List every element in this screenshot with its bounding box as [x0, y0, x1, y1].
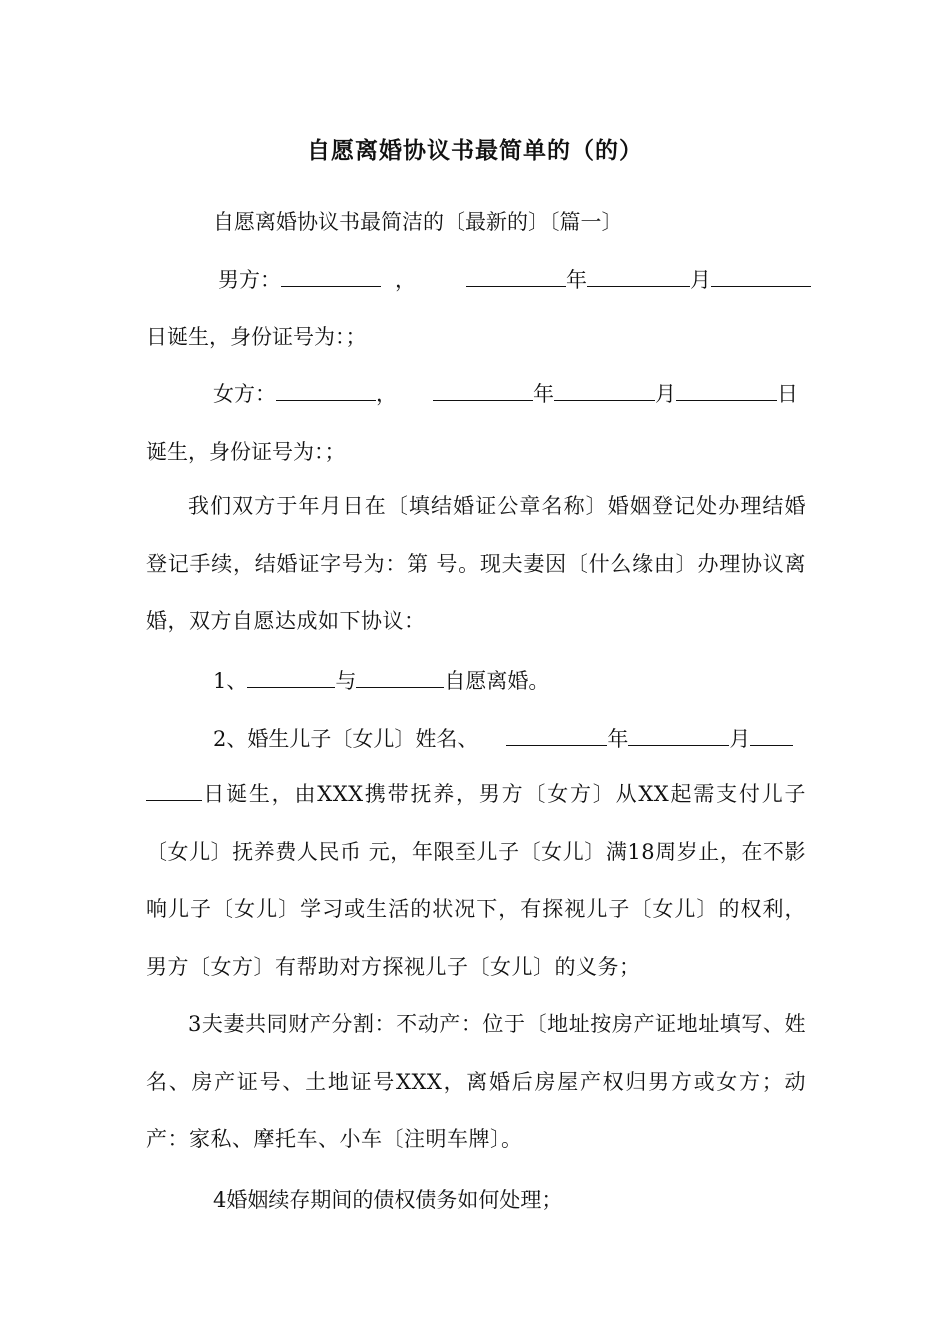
item-2-prefix: 2、婚生儿子〔女儿〕姓名、	[213, 727, 479, 751]
item-1-suffix: 自愿离婚。	[444, 669, 550, 693]
male-month-label: 月	[690, 268, 711, 292]
item-2-month-blank	[628, 723, 729, 746]
item-2-day-blank-a	[750, 723, 793, 746]
male-birth-line: 日诞生，身份证号为：；	[146, 325, 367, 349]
female-year-blank	[433, 378, 533, 401]
item-1-blank-a	[247, 665, 335, 688]
item-1-blank-b	[356, 665, 444, 688]
female-comma: ，	[376, 382, 397, 406]
female-name-blank	[276, 378, 376, 401]
male-label: 男方：	[218, 268, 281, 292]
item-2-month-label: 月	[729, 727, 751, 751]
female-line	[213, 377, 798, 411]
female-label: 女方：	[213, 382, 276, 406]
item-2-year-label: 年	[607, 727, 629, 751]
item-2-body	[146, 766, 806, 996]
female-month-label: 月	[655, 382, 676, 406]
item-2-text: 日诞生，由XXX携带抚养，男方〔女方〕从XX起需支付儿子〔女儿〕抚养费人民币 元，年限至儿子〔女儿〕满18周岁止，在不影响儿子〔女儿〕学习或生活的状况下，有探视儿子〔女儿〕的权利，男方〔女方〕有帮助对方探视儿子〔女儿〕的义务；	[146, 782, 806, 979]
male-month-blank	[587, 264, 690, 287]
document-subtitle: 自愿离婚协议书最简洁的〔最新的〕〔篇一〕	[213, 210, 623, 234]
item-4: 4婚姻续存期间的债权债务如何处理；	[213, 1188, 563, 1212]
item-3: 3夫妻共同财产分割：不动产：位于〔地址按房产证地址填写、姓名、房产证号、土地证号XXX，离婚后房屋产权归男方或女方；动产：家私、摩托车、小车〔注明车牌〕。	[146, 1012, 806, 1151]
male-day-blank	[711, 264, 811, 287]
document-title: 自愿离婚协议书最简单的（的）	[307, 137, 643, 164]
item-1	[213, 664, 549, 698]
female-year-label: 年	[533, 382, 554, 406]
item-1-prefix: 1、	[213, 669, 248, 693]
item-2-year-blank	[506, 723, 607, 746]
male-line	[218, 263, 811, 297]
female-month-blank	[554, 378, 655, 401]
item-1-mid: 与	[335, 669, 357, 693]
male-year-blank	[466, 264, 566, 287]
item-2-line-1	[213, 722, 793, 756]
female-day-label: 日	[777, 382, 798, 406]
male-year-label: 年	[566, 268, 587, 292]
male-name-blank	[281, 264, 381, 287]
marriage-paragraph: 我们双方于年月日在〔填结婚证公章名称〕婚姻登记处办理结婚登记手续，结婚证字号为：第 号。现夫妻因〔什么缘由〕办理协议离婚，双方自愿达成如下协议：	[146, 494, 806, 633]
item-2-day-blank-b	[146, 778, 202, 801]
male-comma: ，	[395, 268, 416, 292]
female-birth-line: 诞生，身份证号为：；	[146, 440, 346, 464]
female-day-blank	[676, 378, 777, 401]
